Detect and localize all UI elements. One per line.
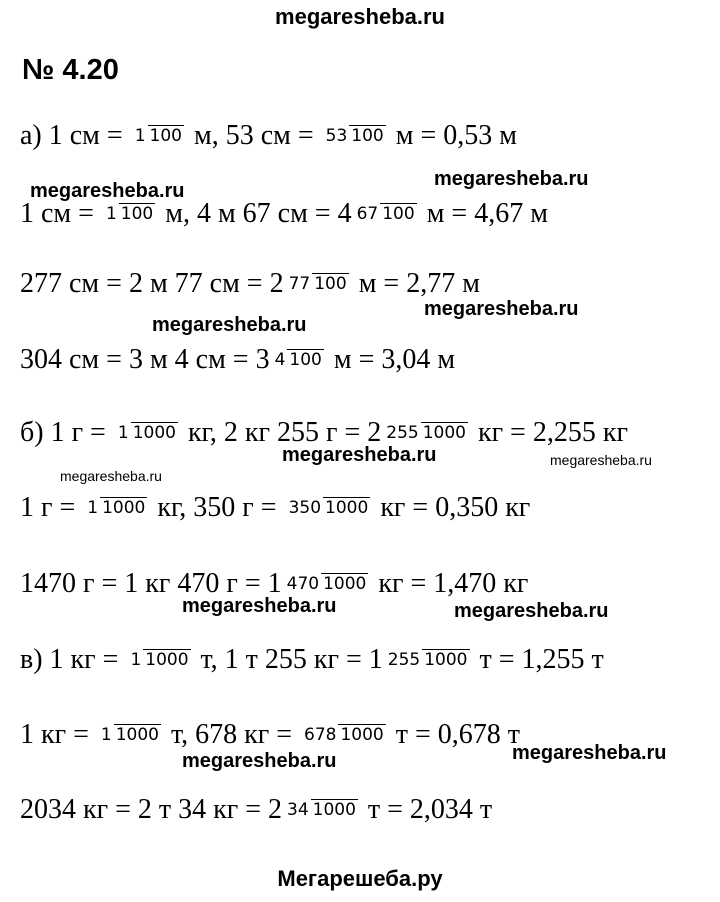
numerator: 34 xyxy=(287,800,309,820)
watermark: megaresheba.ru xyxy=(182,750,337,772)
text-part: т = 2,034 т xyxy=(360,794,493,825)
text-part: 1 кг = xyxy=(20,719,96,750)
problem-number: № 4.20 xyxy=(22,54,119,86)
text-part: а) 1 см = xyxy=(20,120,130,151)
watermark-top: megaresheba.ru xyxy=(275,4,445,29)
text-part: 1 г = xyxy=(20,492,83,523)
text-part: б) 1 г = xyxy=(20,417,113,448)
watermark-bottom: Мегарешеба.ру xyxy=(277,866,443,891)
fraction xyxy=(104,203,155,225)
numerator: 77 xyxy=(288,274,311,294)
text-part: кг = 0,350 кг xyxy=(373,492,531,523)
fraction xyxy=(355,203,417,225)
text-part: т = 1,255 т xyxy=(472,644,604,675)
numerator: 470 xyxy=(286,574,320,594)
fraction xyxy=(85,497,147,519)
watermark: megaresheba.ru xyxy=(60,468,162,484)
numerator: 350 xyxy=(288,498,322,518)
fraction xyxy=(133,125,184,147)
solution-line-1 xyxy=(20,106,517,166)
text-part: м, 53 см = xyxy=(186,120,321,151)
denominator: 100 xyxy=(120,204,154,224)
text-part: в) 1 кг = xyxy=(20,644,126,675)
solution-line-6 xyxy=(20,478,530,538)
denominator: 1000 xyxy=(422,423,466,443)
solution-line-3 xyxy=(20,254,480,314)
text-part: 1470 г = 1 кг 470 г = 1 xyxy=(20,568,282,599)
fraction xyxy=(116,422,178,444)
text-part: кг, 350 г = xyxy=(150,492,284,523)
numerator: 255 xyxy=(386,423,419,443)
numerator: 1 xyxy=(105,204,117,224)
numerator: 1 xyxy=(87,498,99,518)
text-part: м = 2,77 м xyxy=(351,268,480,299)
text-part: 1 см = xyxy=(20,198,101,229)
fraction xyxy=(287,497,371,519)
numerator: 678 xyxy=(304,725,337,745)
fraction xyxy=(302,724,386,746)
denominator: 1000 xyxy=(340,725,384,745)
fraction xyxy=(285,573,369,595)
text-part: м = 0,53 м xyxy=(388,120,517,151)
numerator: 1 xyxy=(117,423,129,443)
fraction xyxy=(287,273,349,295)
text-part: т, 678 кг = xyxy=(163,719,299,750)
watermark: megaresheba.ru xyxy=(282,444,437,466)
text-part: кг = 1,470 кг xyxy=(371,568,529,599)
numerator: 53 xyxy=(325,126,348,146)
watermark: megaresheba.ru xyxy=(30,180,185,202)
text-part: 304 см = 3 м 4 см = 3 xyxy=(20,344,270,375)
watermark: megaresheba.ru xyxy=(182,595,337,617)
fraction xyxy=(128,649,190,671)
denominator: 1000 xyxy=(312,800,356,820)
numerator: 255 xyxy=(387,650,421,670)
fraction xyxy=(285,799,358,821)
numerator: 67 xyxy=(356,204,379,224)
denominator: 100 xyxy=(289,350,322,370)
watermark: megaresheba.ru xyxy=(424,298,579,320)
denominator: 100 xyxy=(314,274,347,294)
watermark: megaresheba.ru xyxy=(550,452,652,468)
solution-line-4 xyxy=(20,330,455,390)
text-part: т, 1 т 255 кг = 1 xyxy=(193,644,383,675)
text-part: 277 см = 2 м 77 см = 2 xyxy=(20,268,284,299)
watermark: megaresheba.ru xyxy=(454,600,609,622)
fraction xyxy=(384,422,468,444)
denominator: 100 xyxy=(149,126,182,146)
denominator: 1000 xyxy=(132,423,176,443)
denominator: 1000 xyxy=(325,498,369,518)
watermark: megaresheba.ru xyxy=(434,168,589,190)
text-part: кг = 2,255 кг xyxy=(470,417,628,448)
text-part: кг, 2 кг 255 г = 2 xyxy=(180,417,382,448)
text-part: м = 4,67 м xyxy=(419,198,548,229)
text-part: м, 4 м 67 см = 4 xyxy=(158,198,352,229)
denominator: 1000 xyxy=(102,498,146,518)
text-part: 2034 кг = 2 т 34 кг = 2 xyxy=(20,794,282,825)
numerator: 1 xyxy=(100,725,112,745)
text-part: м = 3,04 м xyxy=(326,344,456,375)
solution-line-8 xyxy=(20,630,604,690)
fraction xyxy=(99,724,161,746)
watermark: megaresheba.ru xyxy=(512,742,667,764)
numerator: 1 xyxy=(134,126,146,146)
solution-line-10 xyxy=(20,780,492,840)
denominator: 100 xyxy=(351,126,384,146)
watermark: megaresheba.ru xyxy=(152,314,307,336)
numerator: 4 xyxy=(274,350,286,370)
denominator: 100 xyxy=(382,204,415,224)
fraction xyxy=(386,649,470,671)
fraction xyxy=(324,125,386,147)
numerator: 1 xyxy=(130,650,142,670)
fraction xyxy=(273,349,324,371)
denominator: 1000 xyxy=(323,574,367,594)
denominator: 1000 xyxy=(115,725,159,745)
denominator: 1000 xyxy=(424,650,468,670)
text-part: т = 0,678 т xyxy=(388,719,520,750)
denominator: 1000 xyxy=(145,650,189,670)
